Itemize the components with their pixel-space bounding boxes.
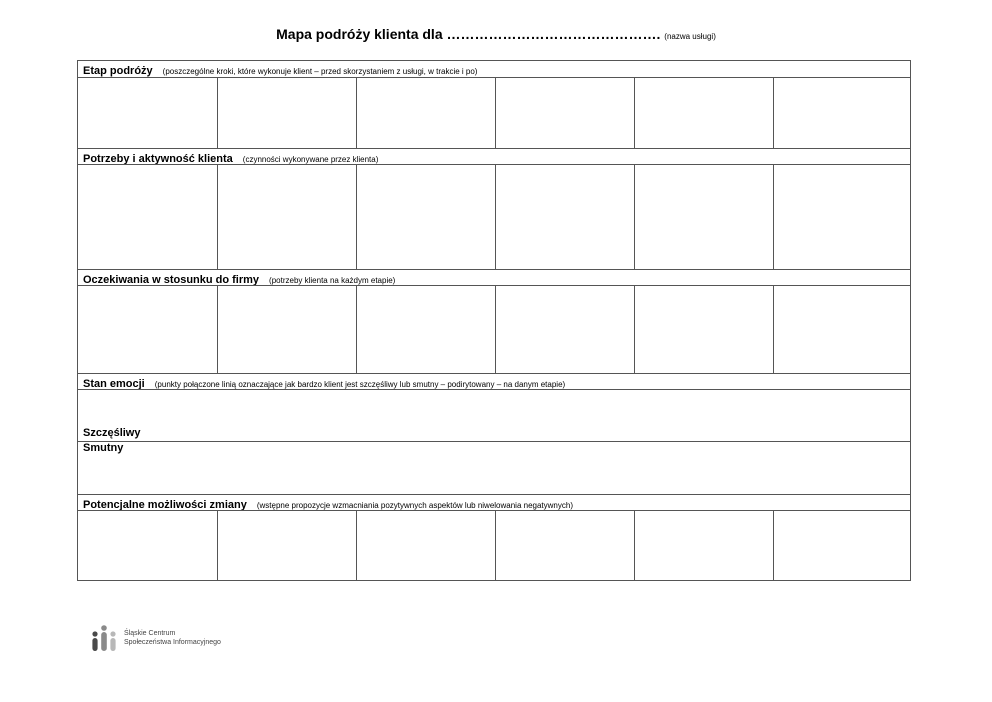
- table-cell[interactable]: [356, 78, 495, 148]
- emotion-happy-zone[interactable]: [78, 390, 910, 442]
- table-cell[interactable]: [356, 511, 495, 580]
- table-cell[interactable]: [217, 165, 356, 269]
- section-desc: (poszczególne kroki, które wykonuje klient – przed skorzystaniem z usługi, w trakcie i po): [162, 67, 478, 76]
- table-cell[interactable]: [217, 78, 356, 148]
- logo-line-1: Śląskie Centrum: [124, 630, 176, 637]
- table-cell[interactable]: [634, 165, 773, 269]
- table-cell[interactable]: [495, 165, 634, 269]
- table-cell[interactable]: [634, 511, 773, 580]
- section-desc: (wstępne propozycje wzmacniania pozytywnych aspektów lub niwelowania negatywnych): [256, 501, 573, 510]
- table-cell[interactable]: [495, 78, 634, 148]
- table-cell[interactable]: [78, 511, 217, 580]
- table-cell[interactable]: [773, 78, 910, 148]
- section-header-journey-stage: [78, 61, 910, 78]
- section-row-opportunities: [78, 511, 910, 580]
- page-title-main: Mapa podróży klienta dla ……………………………………….: [276, 26, 661, 42]
- table-cell[interactable]: [78, 165, 217, 269]
- table-cell[interactable]: [356, 165, 495, 269]
- table-cell[interactable]: [78, 78, 217, 148]
- section-title: Stan emocji: [83, 378, 145, 390]
- table-cell[interactable]: [634, 78, 773, 148]
- table-cell[interactable]: [217, 286, 356, 373]
- emotion-sad-zone[interactable]: [78, 442, 910, 494]
- section-row-expectations: [78, 286, 910, 373]
- section-title: Etap podróży: [83, 65, 153, 77]
- page-title: [0, 26, 992, 42]
- section-header-emotions: [78, 373, 910, 390]
- table-cell[interactable]: [495, 286, 634, 373]
- people-icon: [91, 624, 117, 652]
- section-row-needs: [78, 165, 910, 269]
- section-header-opportunities: [78, 494, 910, 511]
- section-desc: (czynności wykonywane przez klienta): [242, 155, 379, 164]
- section-title: Oczekiwania w stosunku do firmy: [83, 274, 260, 286]
- emotion-happy-label: Szczęśliwy: [83, 427, 141, 439]
- section-row-journey-stage: [78, 78, 910, 148]
- table-cell[interactable]: [773, 511, 910, 580]
- section-desc: (punkty połączone linią oznaczające jak bardzo klient jest szczęśliwy lub smutny – podirytowany – na danym etapie): [154, 380, 566, 389]
- table-cell[interactable]: [217, 511, 356, 580]
- table-cell[interactable]: [634, 286, 773, 373]
- table-cell[interactable]: [356, 286, 495, 373]
- organization-logo: [91, 624, 221, 652]
- table-cell[interactable]: [78, 286, 217, 373]
- page-title-hint: (nazwa usługi): [664, 32, 716, 41]
- logo-line-2: Społeczeństwa Informacyjnego: [124, 639, 221, 646]
- logo-text: [124, 629, 221, 647]
- journey-map-table: [77, 60, 911, 581]
- section-title: Potrzeby i aktywność klienta: [83, 153, 233, 165]
- table-cell[interactable]: [773, 286, 910, 373]
- emotion-chart-area[interactable]: [78, 390, 910, 494]
- emotion-sad-label: Smutny: [83, 442, 124, 454]
- table-cell[interactable]: [495, 511, 634, 580]
- section-title: Potencjalne możliwości zmiany: [83, 499, 247, 511]
- table-cell[interactable]: [773, 165, 910, 269]
- section-header-needs: [78, 148, 910, 165]
- section-header-expectations: [78, 269, 910, 286]
- section-desc: (potrzeby klienta na każdym etapie): [269, 276, 396, 285]
